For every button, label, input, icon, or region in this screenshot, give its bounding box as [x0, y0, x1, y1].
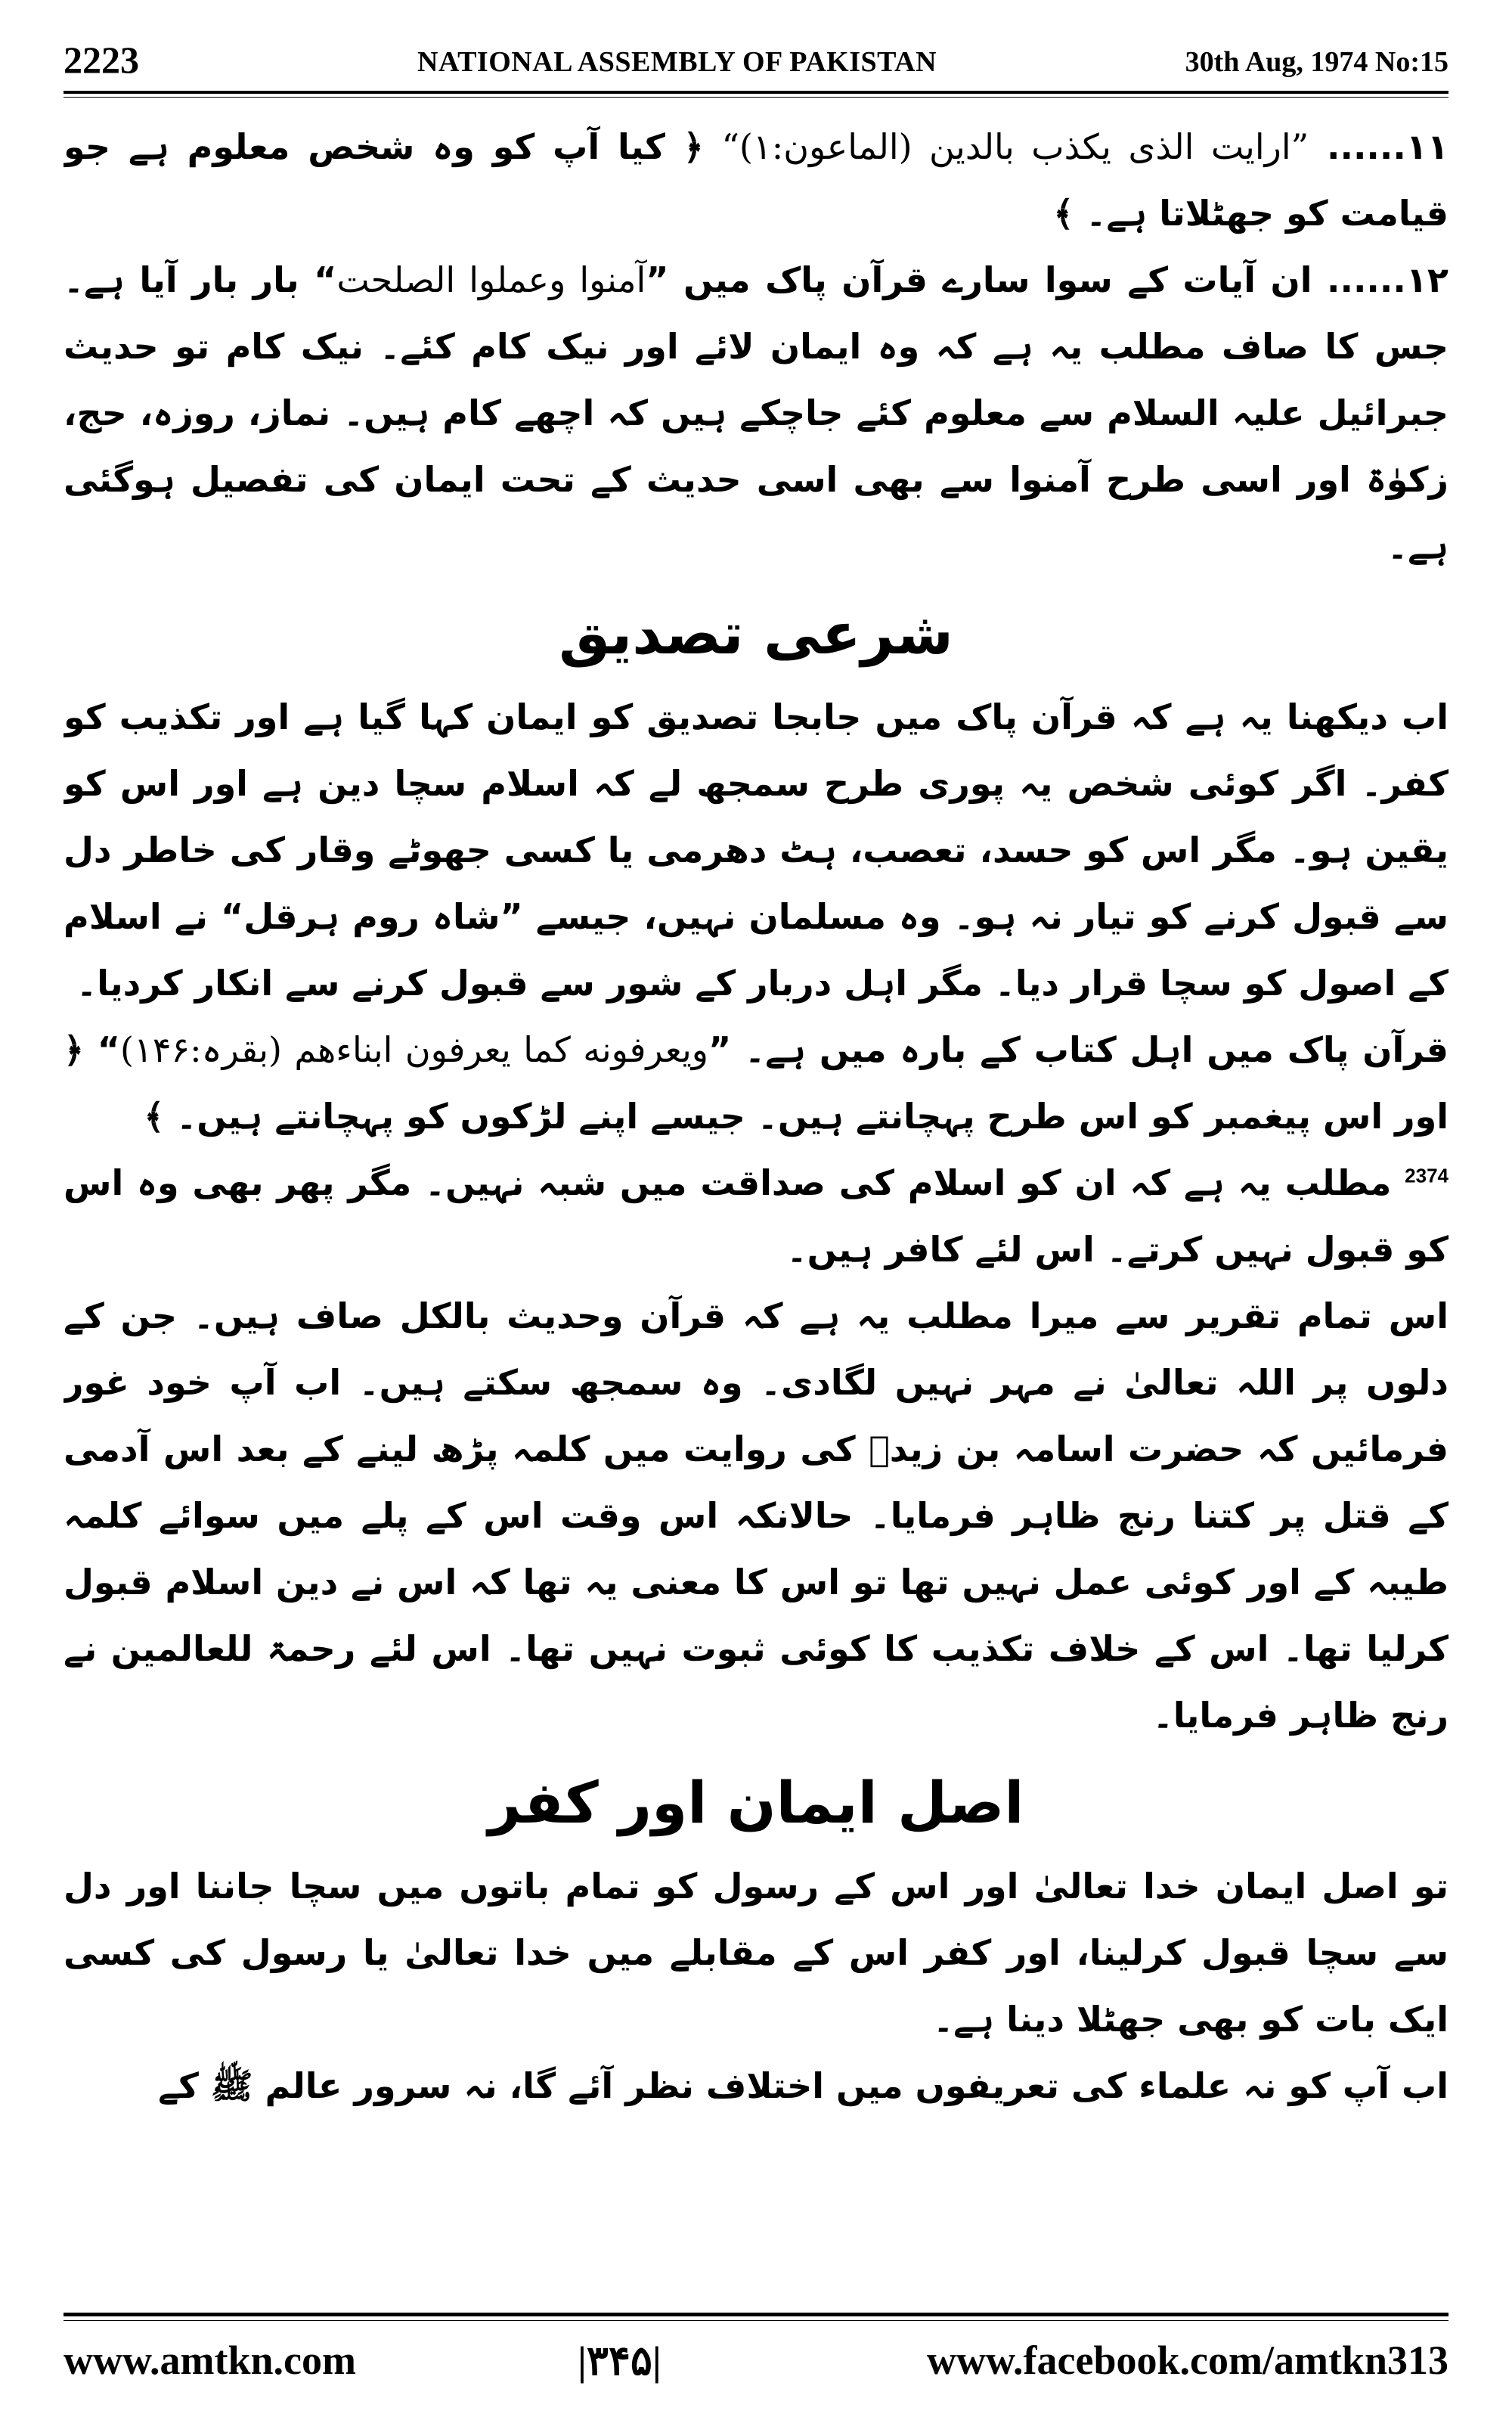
footer-page-number: |۳۴۵|	[578, 2338, 662, 2384]
publication-title: NATIONAL ASSEMBLY OF PAKISTAN	[417, 46, 937, 78]
item-number: ۱۱......	[1327, 126, 1448, 167]
session-date: 30th Aug, 1974 No:15	[1185, 46, 1448, 78]
paragraph-11	[64, 113, 1448, 247]
paragraph-text: مطلب یہ ہے کہ ان کو اسلام کی صداقت میں شبہ نہیں۔ مگر پھر بھی وہ اس کو قبول نہیں کرتے۔ اس لئے کافر ہیں۔	[64, 1162, 1448, 1270]
page-header	[64, 35, 1448, 88]
paragraph-12	[64, 247, 1448, 579]
paragraph-13: اب دیکھنا یہ ہے کہ قرآن پاک میں جابجا تصدیق کو ایمان کہا گیا ہے اور تکذیب کو کفر۔ اگر کوئی شخص یہ پوری طرح سمجھ لے کہ اسلام سچا دین ہے اور اس کو یقین ہو۔ مگر اس کو حسد، تعصب، ہٹ دھرمی یا کسی جھوٹے وقار کی خاطر دل سے قبول کرنے کو تیار نہ ہو۔ وہ مسلمان نہیں، جیسے ”شاہ روم ہرقل“ نے اسلام کے اصول کو سچا قرار دیا۔ مگر اہل دربار کے شور سے قبول کرنے سے انکار کردیا۔	[64, 697, 1448, 1004]
section-heading-sharai-tasdeeq: شرعی تصدیق	[559, 600, 953, 667]
item-number: ۱۲......	[1327, 259, 1448, 300]
footnote-reference: 2374	[1405, 1164, 1448, 1187]
paragraph-14	[64, 1016, 1448, 1150]
paragraph-text: “ ﴿ اور اس پیغمبر کو اس طرح پہچانتے ہیں۔ جیسے اپنے لڑکوں کو پہچانتے ہیں۔ ﴾	[64, 1029, 1448, 1137]
header-rule	[64, 91, 1448, 94]
quranic-quote: ”ارایت الذی یکذب بالدین (الماعون:۱)“	[721, 126, 1309, 167]
website-link[interactable]: www.amtkn.com	[64, 2338, 356, 2383]
facebook-link[interactable]: www.facebook.com/amtkn313	[927, 2338, 1448, 2383]
paragraph-18: اب آپ کو نہ علماء کی تعریفوں میں اختلاف نظر آئے گا، نہ سرور عالم ﷺ کے	[158, 2065, 1448, 2106]
quranic-quote: ویعرفونه کما یعرفون ابناءھم (بقرہ:۱۴۶)	[120, 1029, 709, 1070]
paragraph-text: “ بار بار آیا ہے۔ جس کا صاف مطلب یہ ہے کہ وہ ایمان لائے اور نیک کام کئے۔ نیک کام تو حدیث جبرائیل علیہ السلام سے معلوم کئے جاچکے ہیں کہ اچھے کام ہیں۔ نماز، روزہ، حج، زکوٰۃ اور اسی طرح آمنوا سے بھی اسی حدیث کے تحت ایمان کی تفصیل ہوگئی ہے۔	[64, 259, 1448, 566]
paragraph-16: اس تمام تقریر سے میرا مطلب یہ ہے کہ قرآن وحدیث بالکل صاف ہیں۔ جن کے دلوں پر اللہ تعالیٰ نے مہر نہیں لگادی۔ وہ سمجھ سکتے ہیں۔ اب آپ خود غور فرمائیں کہ حضرت اسامہ بن زیدؓ کی روایت میں کلمہ پڑھ لینے کے بعد اس آدمی کے قتل پر کتنا رنج ظاہر فرمایا۔ حالانکہ اس وقت اس کے پلے میں سوائے کلمہ طیبہ کے اور کوئی عمل نہیں تھا تو اس کا معنی یہ تھا کہ اس نے دین اسلام قبول کرلیا تھا۔ اس کے خلاف تکذیب کا کوئی ثبوت نہیں تھا۔ اس لئے رحمۃ للعالمین نے رنج ظاہر فرمایا۔	[64, 1295, 1448, 1736]
page-footer	[64, 2332, 1448, 2393]
document-body	[64, 113, 1448, 2276]
paragraph-text: قرآن پاک میں اہل کتاب کے بارہ میں ہے۔ ”	[708, 1029, 1448, 1070]
footer-rule-thin	[64, 2320, 1448, 2321]
section-heading-asl-iman: اصل ایمان اور کفر	[488, 1769, 1024, 1836]
translation: ﴿ کیا آپ کو وہ شخص معلوم ہے جو قیامت کو جھٹلاتا ہے۔ ﴾	[64, 126, 1448, 234]
footer-rule	[64, 2313, 1448, 2316]
header-rule-thin	[64, 97, 1448, 98]
paragraph-15	[64, 1150, 1448, 1283]
paragraph-text: ان آیات کے سوا سارے قرآن پاک میں ”	[646, 259, 1312, 300]
quranic-quote: آمنوا وعملوا الصلحت	[336, 259, 646, 300]
paragraph-17: تو اصل ایمان خدا تعالیٰ اور اس کے رسول کو تمام باتوں میں سچا جاننا اور دل سے سچا قبول کرلینا، اور کفر اس کے مقابلے میں خدا تعالیٰ یا رسول کی کسی ایک بات کو بھی جھٹلا دینا ہے۔	[64, 1866, 1448, 2040]
page-number: 2223	[64, 39, 139, 81]
